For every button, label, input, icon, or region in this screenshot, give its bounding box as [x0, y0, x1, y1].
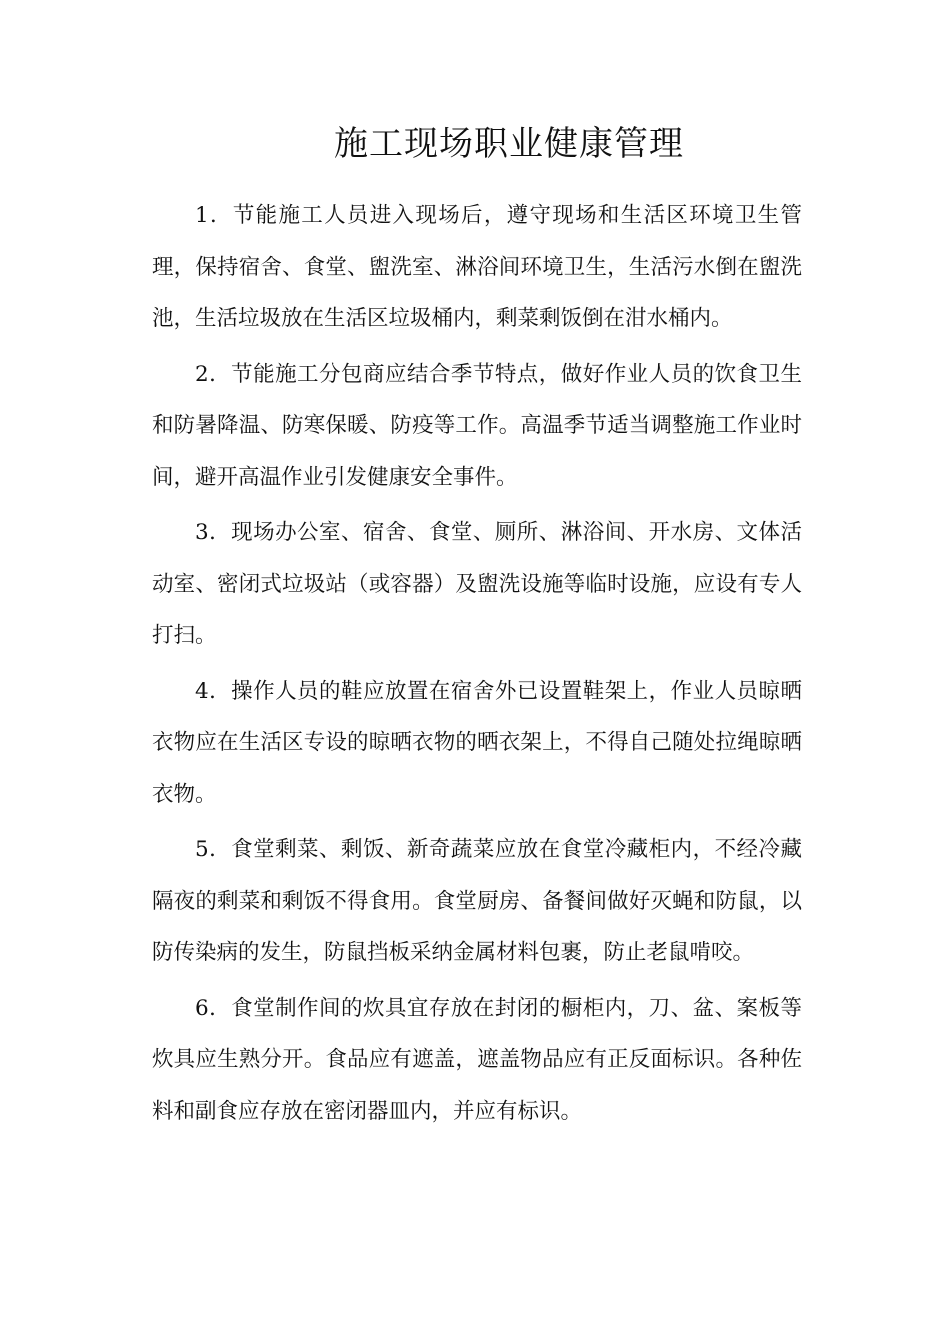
- document-body: [152, 190, 802, 1141]
- paragraph-5: 5．食堂剩菜、剩饭、新奇蔬菜应放在食堂冷藏柜内，不经冷藏隔夜的剩菜和剩饭不得食用。食堂厨房、备餐间做好灭蝇和防鼠，以防传染病的发生，防鼠挡板采纳金属材料包裹，防止老鼠啃咬。: [152, 837, 802, 965]
- paragraph-6: 6．食堂制作间的炊具宜存放在封闭的橱柜内，刀、盆、案板等炊具应生熟分开。食品应有遮盖，遮盖物品应有正反面标识。各种佐料和副食应存放在密闭器皿内，并应有标识。: [152, 995, 802, 1124]
- document-title: 施工现场职业健康管理: [334, 124, 684, 164]
- paragraph-4: 4．操作人员的鞋应放置在宿舍外已设置鞋架上，作业人员晾晒衣物应在生活区专设的晾晒衣物的晒衣架上，不得自己随处拉绳晾晒衣物。: [152, 678, 802, 807]
- paragraph-1: 1．节能施工人员进入现场后，遵守现场和生活区环境卫生管理，保持宿舍、食堂、盥洗室、淋浴间环境卫生，生活污水倒在盥洗池，生活垃圾放在生活区垃圾桶内，剩菜剩饭倒在泔水桶内。: [152, 203, 802, 331]
- paragraph-3: 3．现场办公室、宿舍、食堂、厕所、淋浴间、开水房、文体活动室、密闭式垃圾站（或容器）及盥洗设施等临时设施，应设有专人打扫。: [152, 520, 802, 648]
- paragraph-2: 2．节能施工分包商应结合季节特点，做好作业人员的饮食卫生和防暑降温、防寒保暖、防疫等工作。高温季节适当调整施工作业时间，避开高温作业引发健康安全事件。: [152, 361, 802, 490]
